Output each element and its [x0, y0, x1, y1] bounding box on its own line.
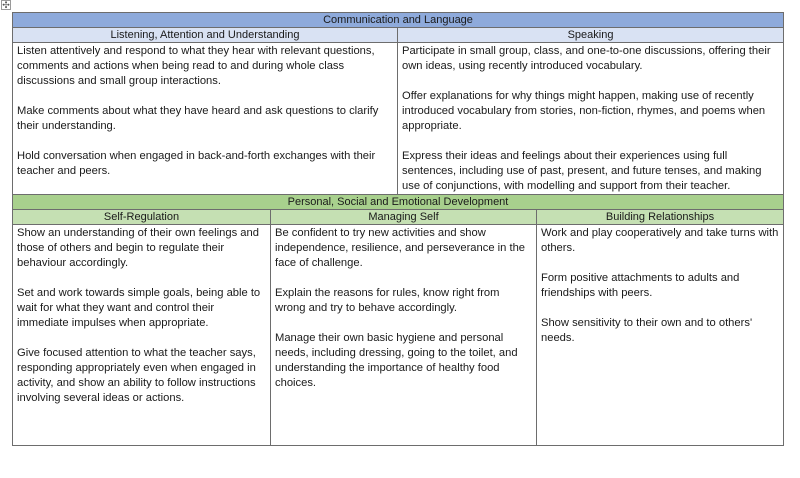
- speaking-item-2: Offer explanations for why things might happen, making use of recently introduced vocabulary from stories, non-fiction, rhymes, and poems when appropriate.: [402, 90, 766, 132]
- relationships-item-1: Work and play cooperatively and take turns with others.: [541, 227, 779, 254]
- managing-self-item-3: Manage their own basic hygiene and personal needs, including dressing, going to the toilet, and understanding the importance of healthy food choices.: [275, 332, 518, 389]
- communication-language-heading: Communication and Language: [13, 13, 784, 28]
- speaking-cell[interactable]: [398, 43, 784, 195]
- listening-cell[interactable]: [13, 43, 398, 195]
- relationships-item-3: Show sensitivity to their own and to others' needs.: [541, 317, 753, 344]
- speaking-item-1: Participate in small group, class, and one-to-one discussions, offering their own ideas, using recently introduced vocabulary.: [402, 45, 771, 72]
- building-relationships-header: Building Relationships: [537, 210, 784, 225]
- self-regulation-item-3: Give focused attention to what the teacher says, responding appropriately even when engaged in activity, and show an ability to follow instructions involving several ideas or actions.: [17, 347, 256, 404]
- curriculum-table: [12, 12, 784, 446]
- listening-item-1: Listen attentively and respond to what they hear with relevant questions, comments and actions when being read to and during whole class discussions and small group interactions.: [17, 45, 375, 87]
- self-regulation-item-2: Set and work towards simple goals, being able to wait for what they want and control their immediate impulses when appropriate.: [17, 287, 261, 329]
- self-regulation-header: Self-Regulation: [13, 210, 271, 225]
- managing-self-cell[interactable]: [271, 225, 537, 446]
- listening-header: Listening, Attention and Understanding: [13, 28, 398, 43]
- table-move-handle-icon[interactable]: ✣: [2, 0, 10, 10]
- listening-item-2: Make comments about what they have heard and ask questions to clarify their understanding.: [17, 105, 379, 132]
- speaking-item-3: Express their ideas and feelings about their experiences using full sentences, including use of past, present, and future tenses, and making use of conjunctions, with modelling and support from their teacher.: [402, 150, 762, 192]
- listening-item-3: Hold conversation when engaged in back-and-forth exchanges with their teacher and peers.: [17, 150, 376, 177]
- self-regulation-cell[interactable]: [13, 225, 271, 446]
- managing-self-header: Managing Self: [271, 210, 537, 225]
- speaking-header: Speaking: [398, 28, 784, 43]
- managing-self-item-1: Be confident to try new activities and show independence, resilience, and perseverance in the face of challenge.: [275, 227, 526, 269]
- pse-heading: Personal, Social and Emotional Development: [13, 195, 784, 210]
- relationships-item-2: Form positive attachments to adults and friendships with peers.: [541, 272, 740, 299]
- self-regulation-item-1: Show an understanding of their own feelings and those of others and begin to regulate their behaviour accordingly.: [17, 227, 259, 269]
- managing-self-item-2: Explain the reasons for rules, know right from wrong and try to behave accordingly.: [275, 287, 500, 314]
- building-relationships-cell[interactable]: [537, 225, 784, 446]
